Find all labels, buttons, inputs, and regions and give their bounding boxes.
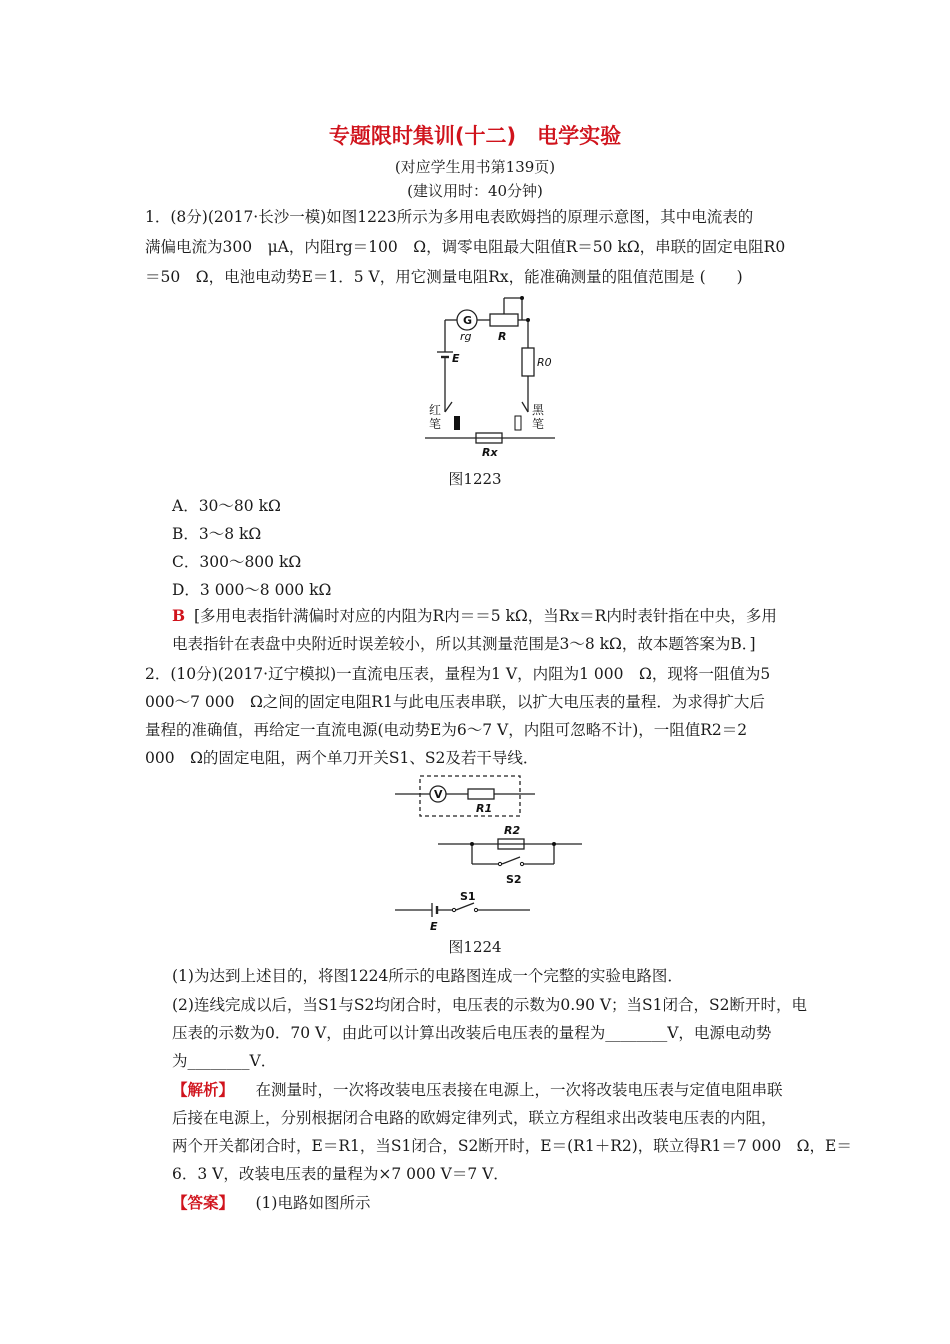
- book-page-ref: (对应学生用书第139页): [394, 158, 556, 176]
- option-b: B．3～8 kΩ: [172, 525, 262, 543]
- answer-label: 【答案】: [172, 1193, 235, 1212]
- q1-line-2: 满偏电流为300 μA，内阻rg＝100 Ω，调零电阻最大阻值R＝50 kΩ，串联的固定电阻R0: [145, 238, 786, 256]
- q2-line-1: 2．(10分)(2017·辽宁模拟)一直流电压表，量程为1 V，内阻为1 000 Ω，现将一阻值为5: [145, 665, 771, 683]
- analysis-line-3: 两个开关都闭合时，E＝R1，当S1闭合，S2断开时，E＝(R1＋R2)，联立得R1＝7 000 Ω，E＝: [172, 1137, 852, 1155]
- r-label: R: [498, 330, 507, 343]
- figure-1223-caption: 图1223: [448, 470, 502, 488]
- page-title: 专题限时集训(十二) 电学实验: [328, 124, 622, 148]
- option-d: D．3 000～8 000 kΩ: [172, 581, 332, 599]
- voltmeter-label: V: [434, 788, 443, 801]
- option-a: A．30～80 kΩ: [172, 497, 281, 515]
- s2-label: S2: [506, 873, 522, 886]
- r1-label: R1: [476, 802, 493, 815]
- q1-line-3: ＝50 Ω，电池电动势E＝1．5 V，用它测量电阻Rx，能准确测量的阻值范围是 ( ): [145, 268, 743, 286]
- analysis-label: 【解析】: [172, 1080, 235, 1099]
- q1-line-1: 1．(8分)(2017·长沙一模)如图1223所示为多用电表欧姆挡的原理示意图，其中电流表的: [145, 208, 754, 226]
- figure-1223-ohmmeter-circuit: [420, 290, 560, 460]
- red-pen-label-2: 笔: [429, 417, 442, 431]
- r0-label: R0: [537, 356, 552, 369]
- red-pen-label-1: 红: [429, 403, 442, 417]
- r2-label: R2: [504, 824, 521, 837]
- galvanometer-label: G: [463, 314, 473, 327]
- option-c: C．300～800 kΩ: [172, 553, 302, 571]
- q2-part-2-line-1: (2)连线完成以后，当S1与S2均闭合时，电压表的示数为0.90 V；当S1闭合，S2断开时，电: [172, 996, 808, 1014]
- q1-answer-line-2: 电表指针在表盘中央附近时误差较小，所以其测量范围是3～8 kΩ，故本题答案为B．]: [172, 635, 756, 653]
- figure-1224-voltmeter-circuit: [390, 772, 590, 934]
- e-label: E: [452, 352, 460, 365]
- q2-line-2: 000～7 000 Ω之间的固定电阻R1与此电压表串联，以扩大电压表的量程．为求得扩大后: [145, 693, 765, 711]
- q2-line-3: 量程的准确值，再给定一直流电源(电动势E为6～7 V，内阻可忽略不计)，一阻值R2＝2: [145, 721, 748, 739]
- black-pen-label-2: 笔: [532, 417, 545, 431]
- q2-part-2-line-3: 为________V．: [172, 1052, 277, 1070]
- e-label-2: E: [430, 920, 438, 933]
- answer-line-1: (1)电路如图所示: [240, 1194, 371, 1212]
- q1-answer-letter: B: [172, 606, 186, 625]
- black-pen-label-1: 黑: [532, 403, 545, 417]
- analysis-line-1: 在测量时，一次将改装电压表接在电源上，一次将改装电压表与定值电阻串联: [240, 1081, 783, 1099]
- q1-answer-line-1: [多用电表指针满偏时对应的内阻为R内＝＝5 kΩ，当Rx＝R内时表针指在中央，多用: [194, 607, 777, 625]
- q2-part-2-line-2: 压表的示数为0．70 V，由此可以计算出改装后电压表的量程为________V，电源电动势: [172, 1024, 772, 1042]
- figure-1224-caption: 图1224: [448, 938, 502, 956]
- analysis-line-4: 6．3 V，改装电压表的量程为×7 000 V＝7 V．: [172, 1165, 509, 1183]
- q2-part-1: (1)为达到上述目的，将图1224所示的电路图连成一个完整的实验电路图．: [172, 967, 683, 985]
- rg-label: rg: [460, 330, 472, 343]
- rx-label: Rx: [482, 446, 498, 459]
- suggested-time: (建议用时：40分钟): [407, 182, 543, 200]
- analysis-line-2: 后接在电源上，分别根据闭合电路的欧姆定律列式，联立方程组求出改装电压表的内阻，: [172, 1109, 777, 1127]
- q2-line-4: 000 Ω的固定电阻，两个单刀开关S1、S2及若干导线．: [145, 749, 539, 767]
- s1-label: S1: [460, 890, 476, 903]
